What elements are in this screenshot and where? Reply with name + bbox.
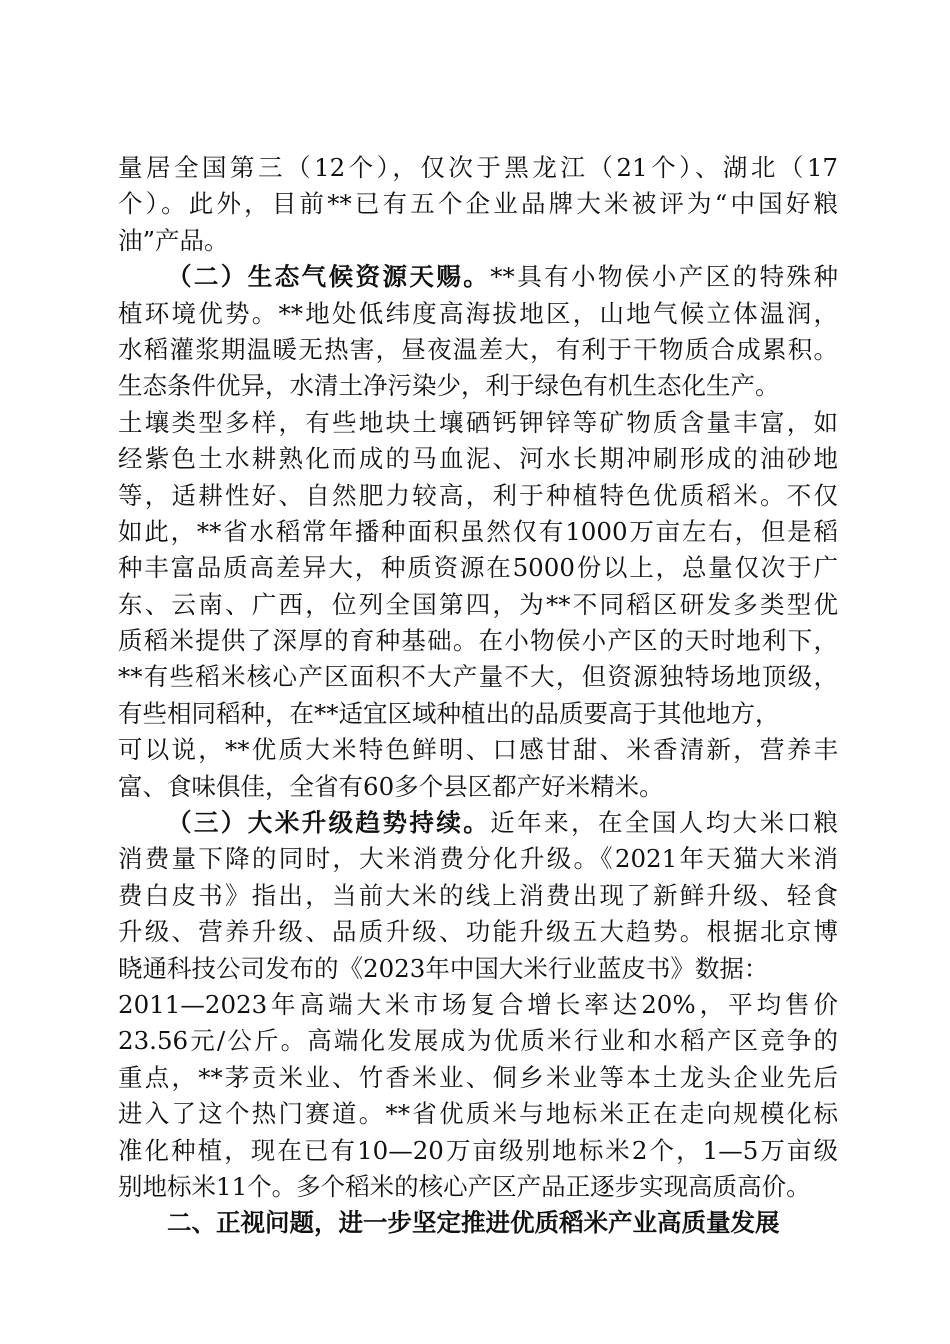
text-line: 种丰富品质高差异大，种质资源在5000份以上，总量仅次于广 [118,553,838,583]
subheading-2: （二）生态气候资源天赐。 [167,262,491,292]
text-line: 可以说，**优质大米特色鲜明、口感甘甜、米香清新，营养丰 [118,735,838,765]
text-line: 土壤类型多样，有些地块土壤硒钙钾锌等矿物质含量丰富，如 [118,407,838,437]
text-line: 东、云南、广西，位列全国第四，为**不同稻区研发多类型优 [118,589,838,619]
text-line: 生态条件优异，水清土净污染少，利于绿色有机生态化生产。 [118,371,780,401]
text-line: 富、食味俱佳，全省有60多个县区都产好米精米。 [118,771,664,801]
paragraph-3 [118,805,838,1205]
text-line: 准化种植，现在已有10—20万亩级别地标米2个，1—5万亩级 [118,1135,838,1165]
text-line [118,805,838,841]
document-page [118,150,838,1242]
text-line: **有些稻米核心产区面积不大产量不大，但资源独特场地顶级， [118,662,838,692]
text-line: 如此，**省水稻常年播种面积虽然仅有1000万亩左右，但是稻 [118,516,838,546]
text-line: 质稻米提供了深厚的育种基础。在小物侯小产区的天时地利下， [118,626,838,656]
text-line: 植环境优势。**地处低纬度高海拔地区，山地气候立体温润， [118,298,838,328]
text-line: 等，适耕性好、自然肥力较高，利于种植特色优质稻米。不仅 [118,480,838,510]
text-line: 晓通科技公司发布的《2023年中国大米行业蓝皮书》数据： [118,953,769,983]
text-line: 量居全国第三（12个），仅次于黑龙江（21个）、湖北（17 [118,153,838,182]
text-line: 油”产品。 [118,225,229,255]
section-heading: 二、正视问题，进一步坚定推进优质稻米产业高质量发展 [167,1208,780,1238]
text-line: 经紫色土水耕熟化而成的马血泥、河水长期冲刷形成的油砂地 [118,444,838,474]
text-span: 近年来，在全国人均大米口粮 [490,808,838,838]
paragraph-1 [118,150,838,259]
text-line: 费白皮书》指出，当前大米的线上消费出现了新鲜升级、轻食 [118,880,838,910]
text-line: 消费量下降的同时，大米消费分化升级。《2021年天猫大米消 [118,844,838,874]
text-line: 别地标米11个。多个稻米的核心产区产品正逐步实现高质高价。 [118,1171,811,1201]
text-line: 重点，**茅贡米业、竹香米业、侗乡米业等本土龙头企业先后 [118,1062,838,1092]
text-line: 2011—2023年高端大米市场复合增长率达20%，平均售价 [118,989,838,1019]
text-line: 23.56元/公斤。高端化发展成为优质米行业和水稻产区竞争的 [118,1026,838,1056]
paragraph-2 [118,259,838,805]
text-line: 升级、营养升级、品质升级、功能升级五大趋势。根据北京博 [118,917,838,947]
subheading-3: （三）大米升级趋势持续。 [167,808,491,838]
text-span: **具有小物侯小产区的特殊种 [490,262,838,292]
text-line: 个）。此外，目前**已有五个企业品牌大米被评为“中国好粮 [118,189,838,219]
text-line: 有些相同稻种，在**适宜区域种植出的品质要高于其他地方， [118,698,780,728]
text-line [118,259,838,295]
text-line: 水稻灌浆期温暖无热害，昼夜温差大，有利于干物质合成累积。 [118,334,838,364]
text-line: 进入了这个热门赛道。**省优质米与地标米正在走向规模化标 [118,1099,838,1129]
